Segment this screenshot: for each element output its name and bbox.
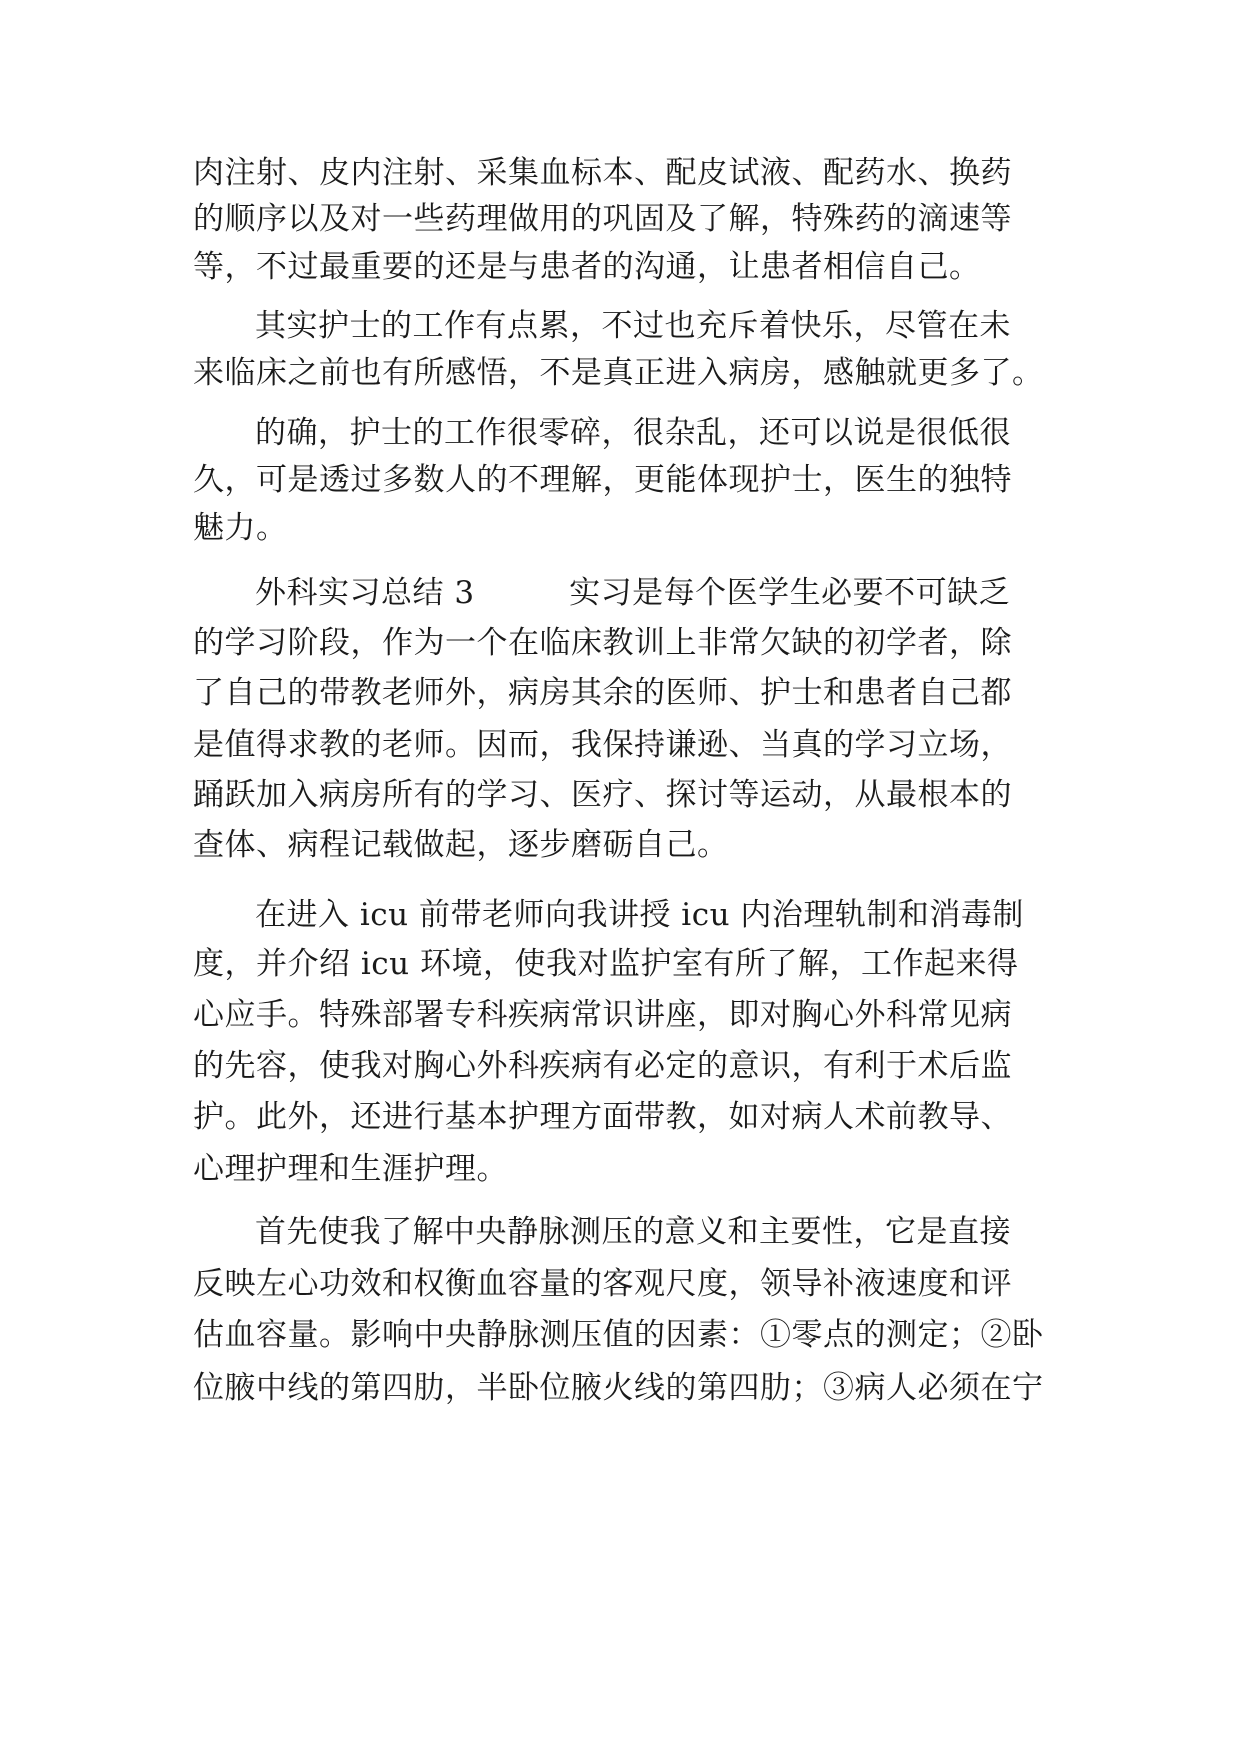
text-line: 魅力。 (193, 510, 288, 546)
text-line: 踊跃加入病房所有的学习、医疗、探讨等运动，从最根本的 (193, 777, 1012, 813)
text-line: 估血容量。影响中央静脉测压值的因素：①零点的测定；②卧 (193, 1317, 1044, 1353)
text-line: 的先容，使我对胸心外科疾病有必定的意识，有利于术后监 (193, 1048, 1012, 1084)
text-line: 心应手。特殊部署专科疾病常识讲座，即对胸心外科常见病 (193, 997, 1012, 1033)
paragraph-start-line: 首先使我了解中央静脉测压的意义和主要性，它是直接 (255, 1214, 1011, 1250)
text-line: 了自己的带教老师外，病房其余的医师、护士和患者自己都 (193, 675, 1012, 711)
text-line: 反映左心功效和权衡血容量的客观尺度，领导补液速度和评 (193, 1266, 1012, 1302)
text-line: 等，不过最重要的还是与患者的沟通，让患者相信自己。 (193, 249, 981, 285)
text-line: 查体、病程记载做起，逐步磨砺自己。 (193, 827, 729, 863)
text-line: 心理护理和生涯护理。 (193, 1151, 508, 1187)
text-line: 的顺序以及对一些药理做用的巩固及了解，特殊药的滴速等 (193, 201, 1012, 237)
text-line: 来临床之前也有所感悟，不是真正进入病房，感触就更多了。 (193, 355, 1044, 391)
text-line: 肉注射、皮内注射、采集血标本、配皮试液、配药水、换药 (193, 155, 1012, 191)
paragraph-start-line: 在进入 icu 前带老师向我讲授 icu 内治理轨制和消毒制 (255, 897, 1024, 933)
paragraph-start-line: 的确，护士的工作很零碎，很杂乱，还可以说是很低很 (255, 415, 1011, 451)
section-heading-line: 外科实习总结 3 实习是每个医学生必要不可缺乏 (255, 575, 1011, 611)
paragraph-start-line: 其实护士的工作有点累，不过也充斥着快乐，尽管在未 (255, 308, 1011, 344)
text-line: 久，可是透过多数人的不理解，更能体现护士，医生的独特 (193, 462, 1012, 498)
text-line: 是值得求教的老师。因而，我保持谦逊、当真的学习立场， (193, 727, 1012, 763)
text-line: 度，并介绍 icu 环境，使我对监护室有所了解，工作起来得 (193, 946, 1019, 982)
text-line: 护。此外，还进行基本护理方面带教，如对病人术前教导、 (193, 1099, 1012, 1135)
text-line: 的学习阶段，作为一个在临床教训上非常欠缺的初学者，除 (193, 625, 1012, 661)
text-line: 位腋中线的第四肋，半卧位腋火线的第四肋；③病人必须在宁 (193, 1370, 1044, 1406)
